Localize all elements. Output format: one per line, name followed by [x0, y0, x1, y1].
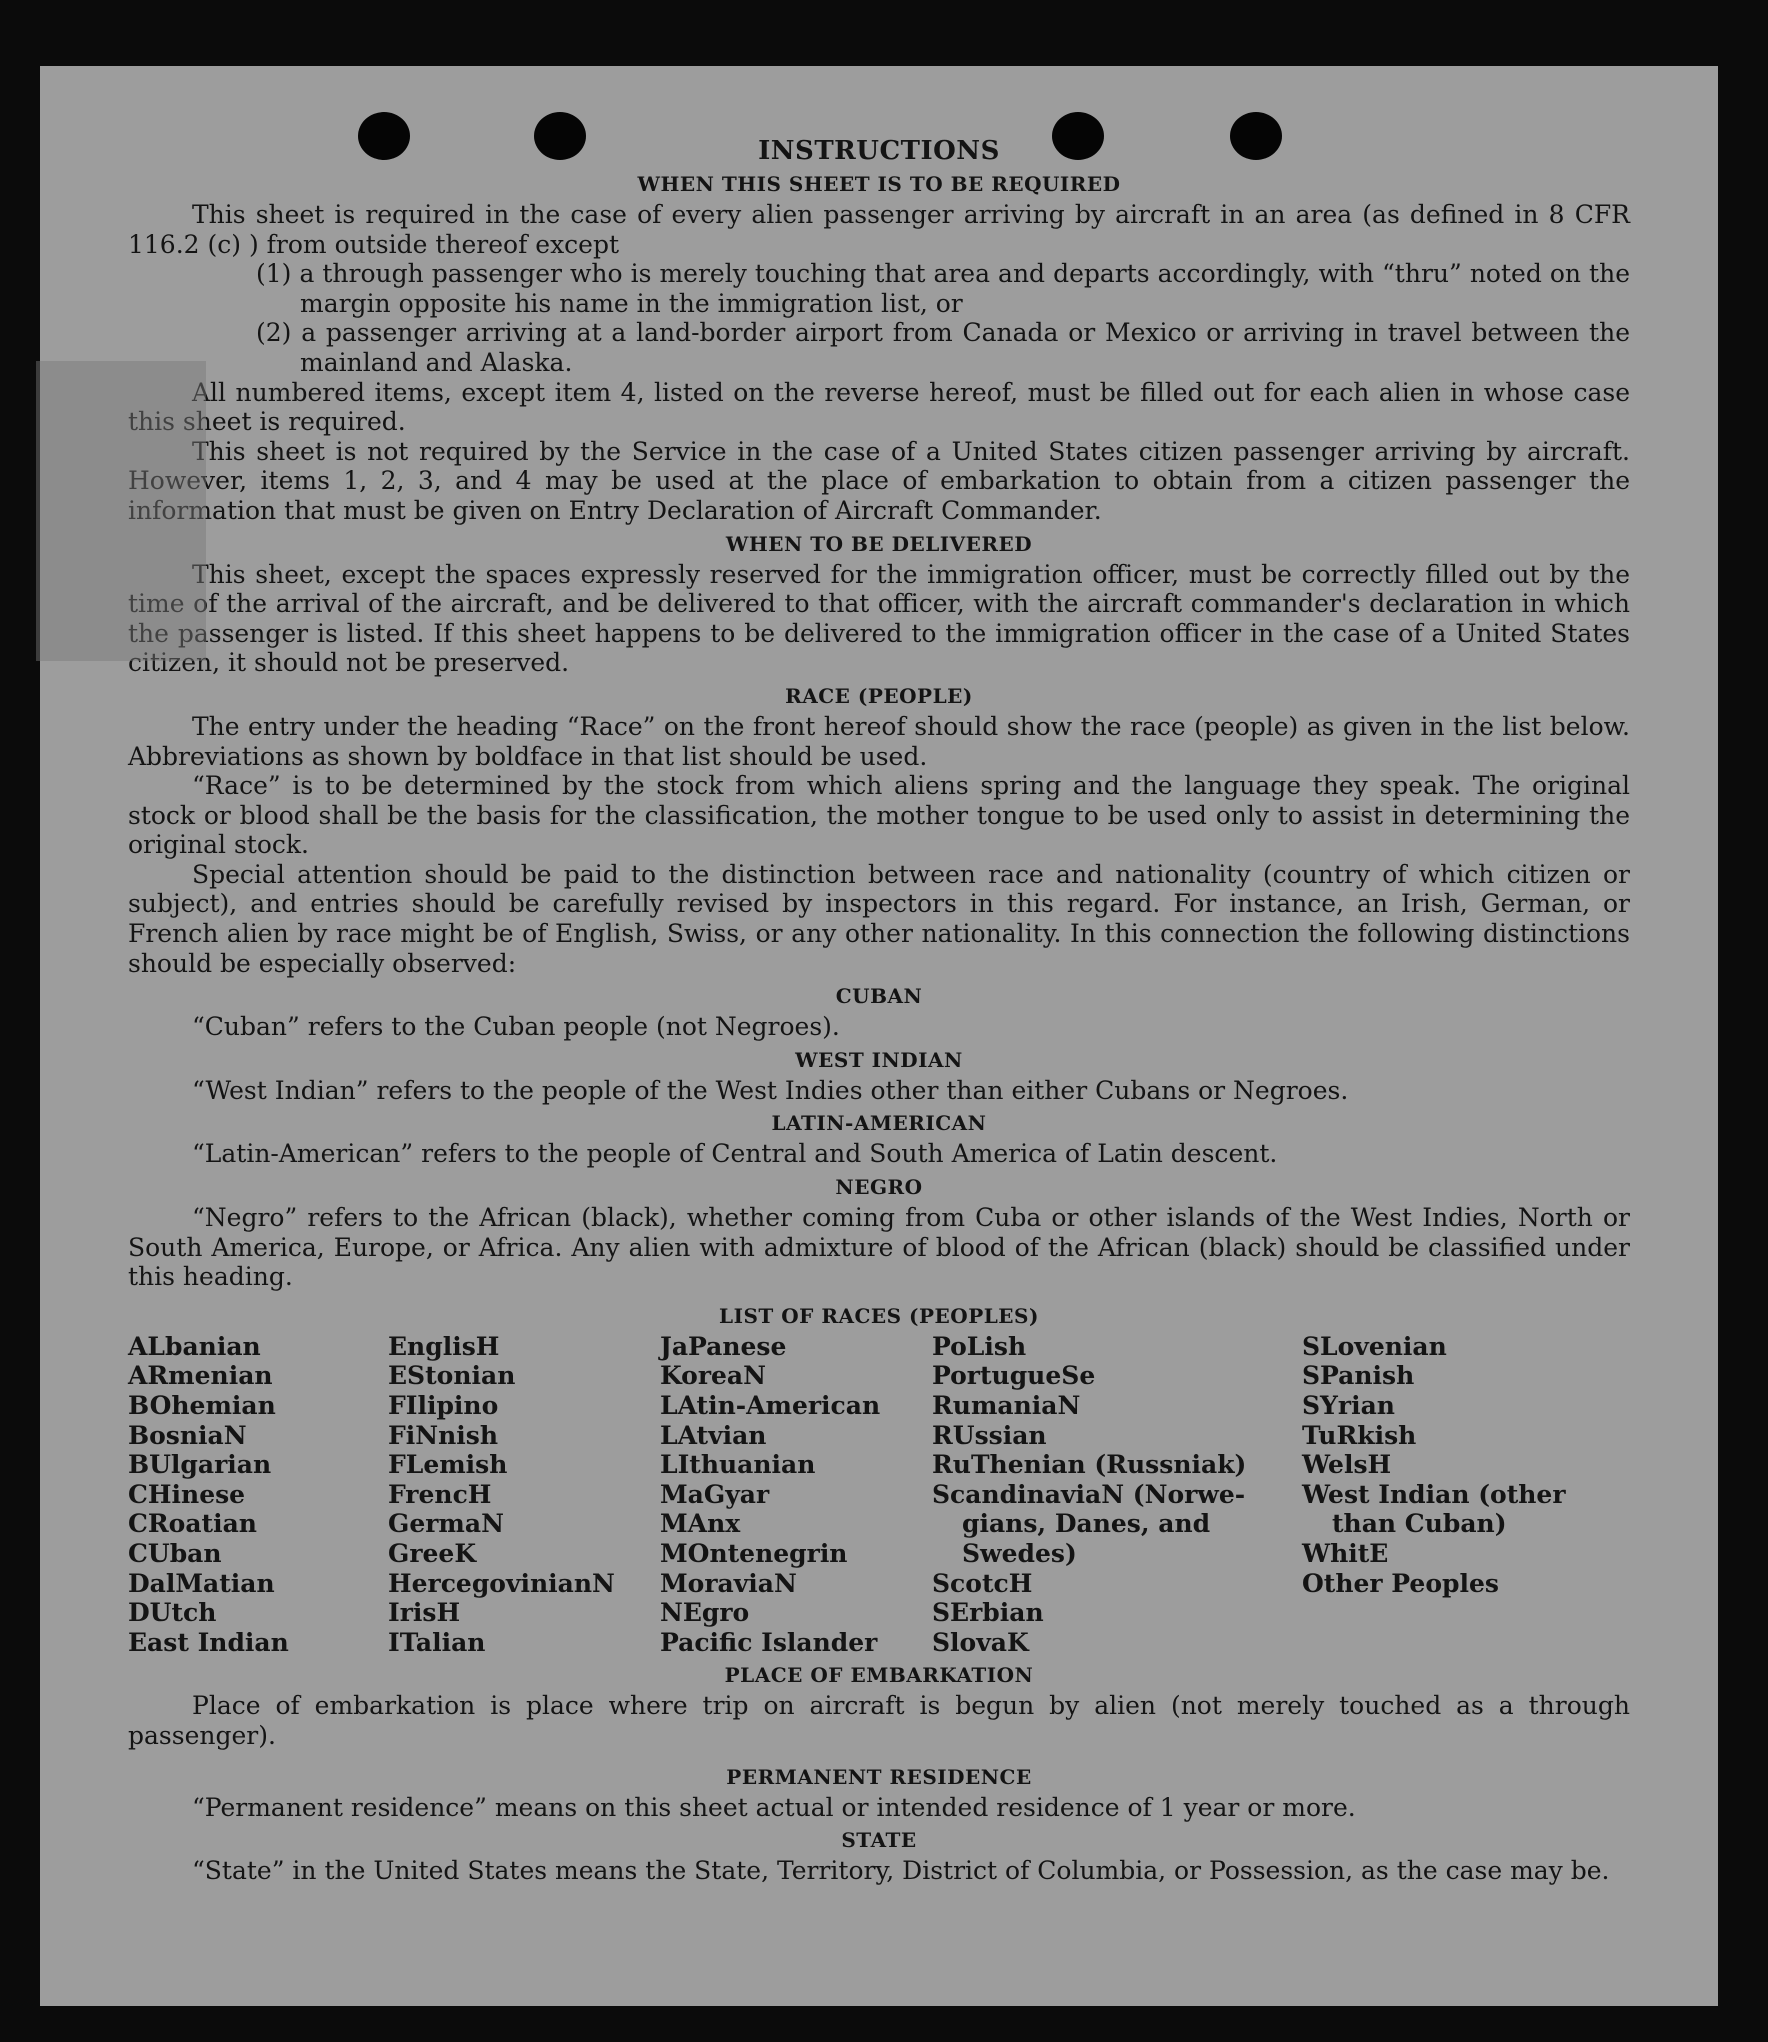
race-entry: GreeK	[388, 1538, 477, 1568]
race-group	[1302, 1509, 1602, 1539]
race-group	[932, 1569, 1302, 1658]
race-entry: NEgro	[660, 1598, 750, 1628]
race-entry: ALbanian	[128, 1331, 261, 1361]
heading-west-indian: WEST INDIAN	[795, 1047, 963, 1072]
race-group	[1302, 1332, 1602, 1510]
race-entry: SYrian	[1302, 1391, 1395, 1420]
race-entry: than Cuban)	[1332, 1509, 1507, 1539]
race-entry: LAtvian	[660, 1420, 767, 1450]
race-entry: LIthuanian	[660, 1450, 816, 1480]
race-entry: FiNnish	[388, 1420, 499, 1450]
race-entry: RuThenian (Russniak)	[932, 1450, 1247, 1480]
race-entry: MoraviaN	[660, 1568, 797, 1598]
race-entry: MAnx	[660, 1509, 741, 1539]
race-entry: SlovaK	[932, 1627, 1029, 1657]
race-entry: JaPanese	[660, 1331, 787, 1361]
race-entry: BUlgarian	[128, 1450, 272, 1480]
race-group	[932, 1509, 1302, 1568]
punch-hole	[1052, 112, 1104, 160]
paragraph: The entry under the heading “Race” on the front hereof should show the race (people) as given in the list below. Abbreviations as shown by boldface in that list should be used.	[128, 711, 1630, 771]
race-entry: TuRkish	[1302, 1420, 1417, 1450]
heading-required: WHEN THIS SHEET IS TO BE REQUIRED	[637, 172, 1121, 196]
race-entry: GermaN	[388, 1509, 504, 1539]
punch-hole	[1230, 112, 1282, 160]
race-entry: PoLish	[932, 1331, 1027, 1361]
race-column	[1302, 1332, 1602, 1658]
race-entry: RUssian	[932, 1420, 1047, 1450]
race-entry: ScandinaviaN (Norwe-	[932, 1479, 1246, 1509]
race-entry: CHinese	[128, 1479, 246, 1509]
race-entry: FrencH	[388, 1479, 492, 1509]
race-group	[932, 1332, 1302, 1510]
race-entry: MaGyar	[660, 1479, 770, 1509]
heading-negro: NEGRO	[835, 1175, 923, 1200]
race-entry: FIlipino	[388, 1391, 499, 1420]
heading-state: STATE	[841, 1828, 917, 1853]
punch-hole	[534, 112, 586, 160]
race-entry: KoreaN	[660, 1361, 766, 1391]
heading-embarkation: PLACE OF EMBARKATION	[724, 1663, 1034, 1688]
race-entry: Pacific Islander	[660, 1627, 878, 1657]
race-entry: ScotcH	[932, 1568, 1033, 1598]
race-entry: RumaniaN	[932, 1391, 1081, 1420]
race-list	[128, 1332, 1630, 1658]
race-entry: SErbian	[932, 1598, 1044, 1628]
list-item: (2) a passenger arriving at a land-border airport from Canada or Mexico or arriving in travel between the mainland and Alaska.	[256, 318, 1630, 377]
paragraph: “State” in the United States means the State, Territory, District of Columbia, or Possession, as the case may be.	[192, 1856, 1610, 1886]
paragraph: “Negro” refers to the African (black), whether coming from Cuba or other islands of the West Indies, North or South America, Europe, or Africa. Any alien with admixture of blood of the African (black) should be classified under this heading.	[128, 1203, 1630, 1292]
heading-list-of-races: LIST OF RACES (PEOPLES)	[719, 1303, 1039, 1328]
paragraph: “Race” is to be determined by the stock from which aliens spring and the language they speak. The original stock or blood shall be the basis for the classification, the mother tongue to be used only to assist in determining the original stock.	[128, 771, 1630, 860]
race-entry: East Indian	[128, 1627, 289, 1657]
paragraph: “Permanent residence” means on this sheet actual or intended residence of 1 year or more.	[192, 1792, 1356, 1822]
paragraph: This sheet is not required by the Service in the case of a United States citizen passenger arriving by aircraft. However, items 1, 2, 3, and 4 may be used at the place of embarkation to obtain from a citizen passenger the information that must be given on Entry Declaration of Aircraft Commander.	[128, 436, 1630, 525]
race-group	[1302, 1539, 1602, 1598]
heading-residence: PERMANENT RESIDENCE	[726, 1764, 1032, 1789]
heading-latin-american: LATIN-AMERICAN	[771, 1111, 987, 1136]
race-entry: IrisH	[388, 1598, 461, 1628]
paragraph: This sheet, except the spaces expressly reserved for the immigration officer, must be correctly filled out by the time of the arrival of the aircraft, and be delivered to that officer, with the aircraft commander's declaration in which the passenger is listed. If this sheet happens to be delivered to the immigration officer in the case of a United States citizen, it should not be preserved.	[128, 559, 1630, 678]
race-entry: LAtin-American	[660, 1391, 881, 1420]
race-entry: WhitE	[1302, 1538, 1389, 1568]
race-entry: BosniaN	[128, 1420, 247, 1450]
race-entry: DUtch	[128, 1598, 217, 1628]
race-entry: West Indian (other	[1302, 1479, 1566, 1509]
paragraph: This sheet is required in the case of every alien passenger arriving by aircraft in an area (as defined in 8 CFR 116.2 (c) ) from outside thereof except	[128, 200, 1630, 259]
heading-cuban: CUBAN	[835, 984, 923, 1009]
race-entry: CRoatian	[128, 1509, 257, 1539]
race-entry: EStonian	[388, 1361, 516, 1391]
race-entry: SPanish	[1302, 1361, 1415, 1391]
race-column	[388, 1332, 660, 1658]
race-entry: BOhemian	[128, 1391, 276, 1420]
race-entry: DalMatian	[128, 1568, 275, 1598]
paragraph: “West Indian” refers to the people of the West Indies other than either Cubans or Negroes.	[192, 1075, 1349, 1105]
paragraph: “Latin-American” refers to the people of Central and South America of Latin descent.	[192, 1139, 1278, 1169]
race-column	[660, 1332, 932, 1658]
race-entry: gians, Danes, and	[962, 1509, 1211, 1539]
race-entry: CUban	[128, 1538, 222, 1568]
paragraph: All numbered items, except item 4, listed on the reverse hereof, must be filled out for each alien in whose case this sheet is required.	[128, 377, 1630, 437]
race-entry: SLovenian	[1302, 1331, 1447, 1361]
race-entry: PortugueSe	[932, 1361, 1096, 1391]
race-entry: ARmenian	[128, 1361, 273, 1391]
punch-hole	[358, 112, 410, 160]
race-entry: MOntenegrin	[660, 1538, 848, 1568]
list-item: (1) a through passenger who is merely touching that area and departs accordingly, with “thru” noted on the margin opposite his name in the immigration list, or	[256, 259, 1630, 318]
race-entry: EnglisH	[388, 1331, 500, 1361]
paragraph: Special attention should be paid to the distinction between race and nationality (country of which citizen or subject), and entries should be carefully revised by inspectors in this regard. For instance, an Irish, German, or French alien by race might be of English, Swiss, or any other nationality. In this connection the following distinctions should be especially observed:	[128, 859, 1630, 978]
race-entry: Other Peoples	[1302, 1568, 1499, 1598]
paragraph: “Cuban” refers to the Cuban people (not Negroes).	[192, 1012, 840, 1042]
race-entry: FLemish	[388, 1450, 508, 1480]
page-title: INSTRUCTIONS	[758, 136, 1000, 166]
heading-race: RACE (PEOPLE)	[785, 683, 973, 708]
heading-delivered: WHEN TO BE DELIVERED	[725, 531, 1033, 556]
race-entry: WelsH	[1302, 1450, 1392, 1480]
race-entry: ITalian	[388, 1627, 486, 1657]
race-column	[128, 1332, 388, 1658]
race-column	[932, 1332, 1302, 1658]
document-sheet	[40, 66, 1718, 2006]
race-entry: Swedes)	[962, 1538, 1077, 1568]
race-entry: HercegovinianN	[388, 1568, 615, 1598]
stamp-shadow	[36, 361, 206, 661]
paragraph: Place of embarkation is place where trip on aircraft is begun by alien (not merely touched as a through passenger).	[128, 1691, 1630, 1750]
